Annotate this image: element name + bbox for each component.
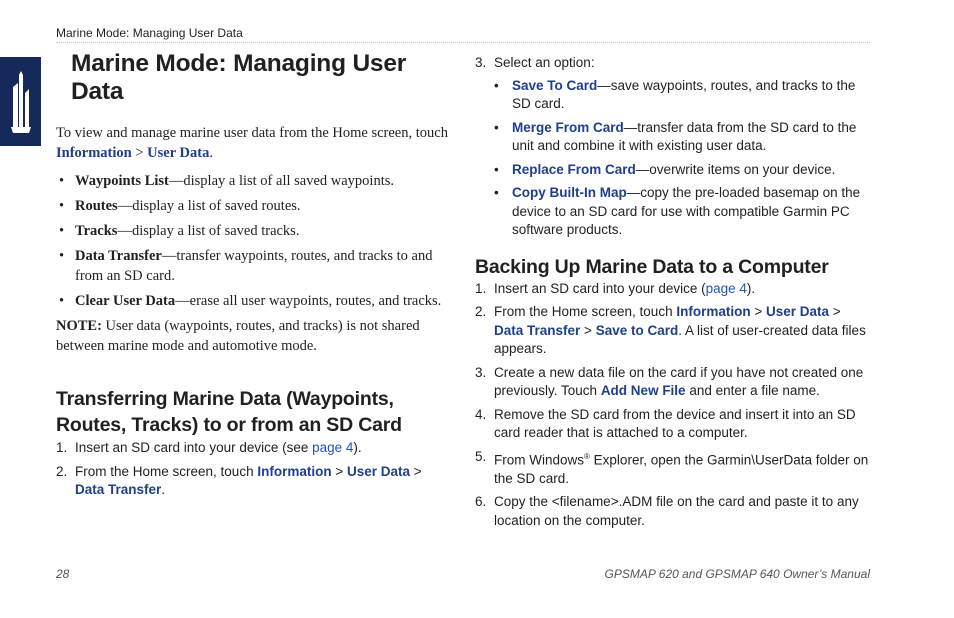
option-desc: —copy the pre-loaded basemap on the device to an SD card for use with compatible Garmin PC software products. xyxy=(512,185,861,237)
intro-text: To view and manage marine user data from the Home screen, touch xyxy=(56,125,448,141)
step-text-end: . A list of user-created data files appears. xyxy=(494,322,866,356)
user-data-options-list xyxy=(56,171,454,311)
step-item xyxy=(56,439,454,458)
option-desc: —display a list of saved routes. xyxy=(117,198,301,214)
step-number: 4. xyxy=(475,406,487,422)
sep: > xyxy=(829,304,841,319)
page-title: Marine Mode: Managing User Data xyxy=(71,50,407,105)
sep: > xyxy=(750,304,766,319)
step-number: 6. xyxy=(475,494,487,509)
option-desc: —display a list of saved tracks. xyxy=(117,223,300,239)
step-item xyxy=(475,493,870,530)
list-item xyxy=(475,184,870,240)
page-number: 28 xyxy=(56,567,70,581)
step-number: 1. xyxy=(56,440,68,455)
note-label: NOTE: xyxy=(56,318,102,334)
user-data-keyword: User Data xyxy=(346,463,410,479)
information-link[interactable]: Information xyxy=(56,145,132,161)
step-text-end: ). xyxy=(353,440,362,455)
option-desc: —overwrite items on your device. xyxy=(635,161,836,177)
step-number: 3. xyxy=(475,364,487,380)
transfer-steps xyxy=(56,439,454,500)
step-number: 3. xyxy=(475,55,487,70)
list-item xyxy=(56,221,454,241)
page-4-link[interactable]: page 4 xyxy=(705,280,747,296)
option-desc: —transfer data from the SD card to the unit and combine it with existing user data. xyxy=(512,119,857,153)
option-desc: —display a list of all saved waypoints. xyxy=(168,173,394,189)
option-term: Save To Card xyxy=(512,77,598,93)
step-item xyxy=(475,364,870,401)
user-data-link[interactable]: User Data xyxy=(147,145,210,161)
step-number: 2. xyxy=(56,463,68,479)
sep: > xyxy=(410,463,422,479)
step-text: Insert an SD card into your device (see xyxy=(75,440,313,455)
add-new-file-keyword: Add New File xyxy=(600,383,686,398)
option-term: Waypoints List xyxy=(75,173,169,189)
option-desc: —erase all user waypoints, routes, and tracks. xyxy=(175,293,442,309)
intro-end: . xyxy=(209,145,213,161)
list-item xyxy=(56,246,454,286)
option-term: Routes xyxy=(75,198,118,214)
list-item xyxy=(56,291,454,311)
option-desc: —save waypoints, routes, and tracks to the SD card. xyxy=(512,77,856,111)
step-number: 1. xyxy=(475,280,487,296)
note-text: User data (waypoints, routes, and tracks) is not shared between marine mode and automotive mode. xyxy=(56,318,420,354)
note-paragraph xyxy=(56,316,454,356)
running-head: Marine Mode: Managing User Data xyxy=(56,26,870,43)
step-text: Create a new data file on the card if you have not created one previously. Touch xyxy=(494,364,864,398)
section-title-backup: Backing Up Marine Data to a Computer xyxy=(475,255,829,278)
backup-steps xyxy=(475,280,870,531)
intro-sep: > xyxy=(131,145,148,161)
step-item xyxy=(475,448,870,489)
option-term: Merge From Card xyxy=(512,119,624,135)
transfer-steps-continued xyxy=(475,54,870,73)
step-text-end: Explorer, open the Garmin\UserData folder on the SD card. xyxy=(494,452,869,486)
list-item xyxy=(56,171,454,191)
sep: > xyxy=(331,463,347,479)
data-transfer-keyword: Data Transfer xyxy=(494,322,581,338)
option-term: Data Transfer xyxy=(75,248,162,264)
left-column xyxy=(56,50,454,505)
user-data-keyword: User Data xyxy=(765,304,829,319)
intro-paragraph xyxy=(56,123,454,163)
option-term: Replace From Card xyxy=(512,161,636,177)
step-text: From the Home screen, touch xyxy=(494,304,677,319)
information-keyword: Information xyxy=(257,463,332,479)
data-transfer-keyword: Data Transfer xyxy=(75,482,162,497)
chapter-tab xyxy=(0,57,41,146)
step-text-end: . xyxy=(161,482,166,497)
step-item xyxy=(475,303,870,359)
option-desc: —transfer waypoints, routes, and tracks to and from an SD card. xyxy=(75,248,433,284)
information-keyword: Information xyxy=(676,304,751,319)
list-item xyxy=(475,77,870,114)
registered-mark: ® xyxy=(584,451,590,461)
step-text: Select an option: xyxy=(494,55,595,70)
step-text: Copy the <filename>.ADM file on the card and paste it to any location on the computer. xyxy=(494,494,859,528)
manual-title: GPSMAP 620 and GPSMAP 640 Owner’s Manual xyxy=(604,567,870,581)
step-text: Insert an SD card into your device ( xyxy=(494,280,706,296)
list-item xyxy=(475,119,870,156)
right-column xyxy=(475,54,870,535)
step-item xyxy=(56,463,454,500)
step-item xyxy=(475,54,870,73)
step-text-end: and enter a file name. xyxy=(685,383,820,398)
section-title-transfer: Transferring Marine Data (Waypoints, Routes, Tracks) to or from an SD Card xyxy=(56,388,402,436)
list-item xyxy=(56,196,454,216)
option-term: Copy Built-In Map xyxy=(512,185,627,200)
step-text: Remove the SD card from the device and insert it into an SD card reader that is attached to a computer. xyxy=(494,406,856,440)
save-to-card-keyword: Save to Card xyxy=(595,322,679,338)
transfer-options-list xyxy=(475,77,870,240)
step-text-end: ). xyxy=(746,280,756,296)
option-term: Clear User Data xyxy=(75,293,176,309)
step-number: 2. xyxy=(475,304,487,319)
boat-icon xyxy=(9,69,33,135)
page-4-link[interactable]: page 4 xyxy=(312,440,354,455)
step-item xyxy=(475,280,870,299)
list-item xyxy=(475,161,870,180)
step-text: From Windows xyxy=(494,452,585,467)
option-term: Tracks xyxy=(75,223,118,239)
sep: > xyxy=(580,322,596,338)
step-text: From the Home screen, touch xyxy=(75,463,258,479)
step-number: 5. xyxy=(475,448,487,464)
step-item xyxy=(475,406,870,443)
